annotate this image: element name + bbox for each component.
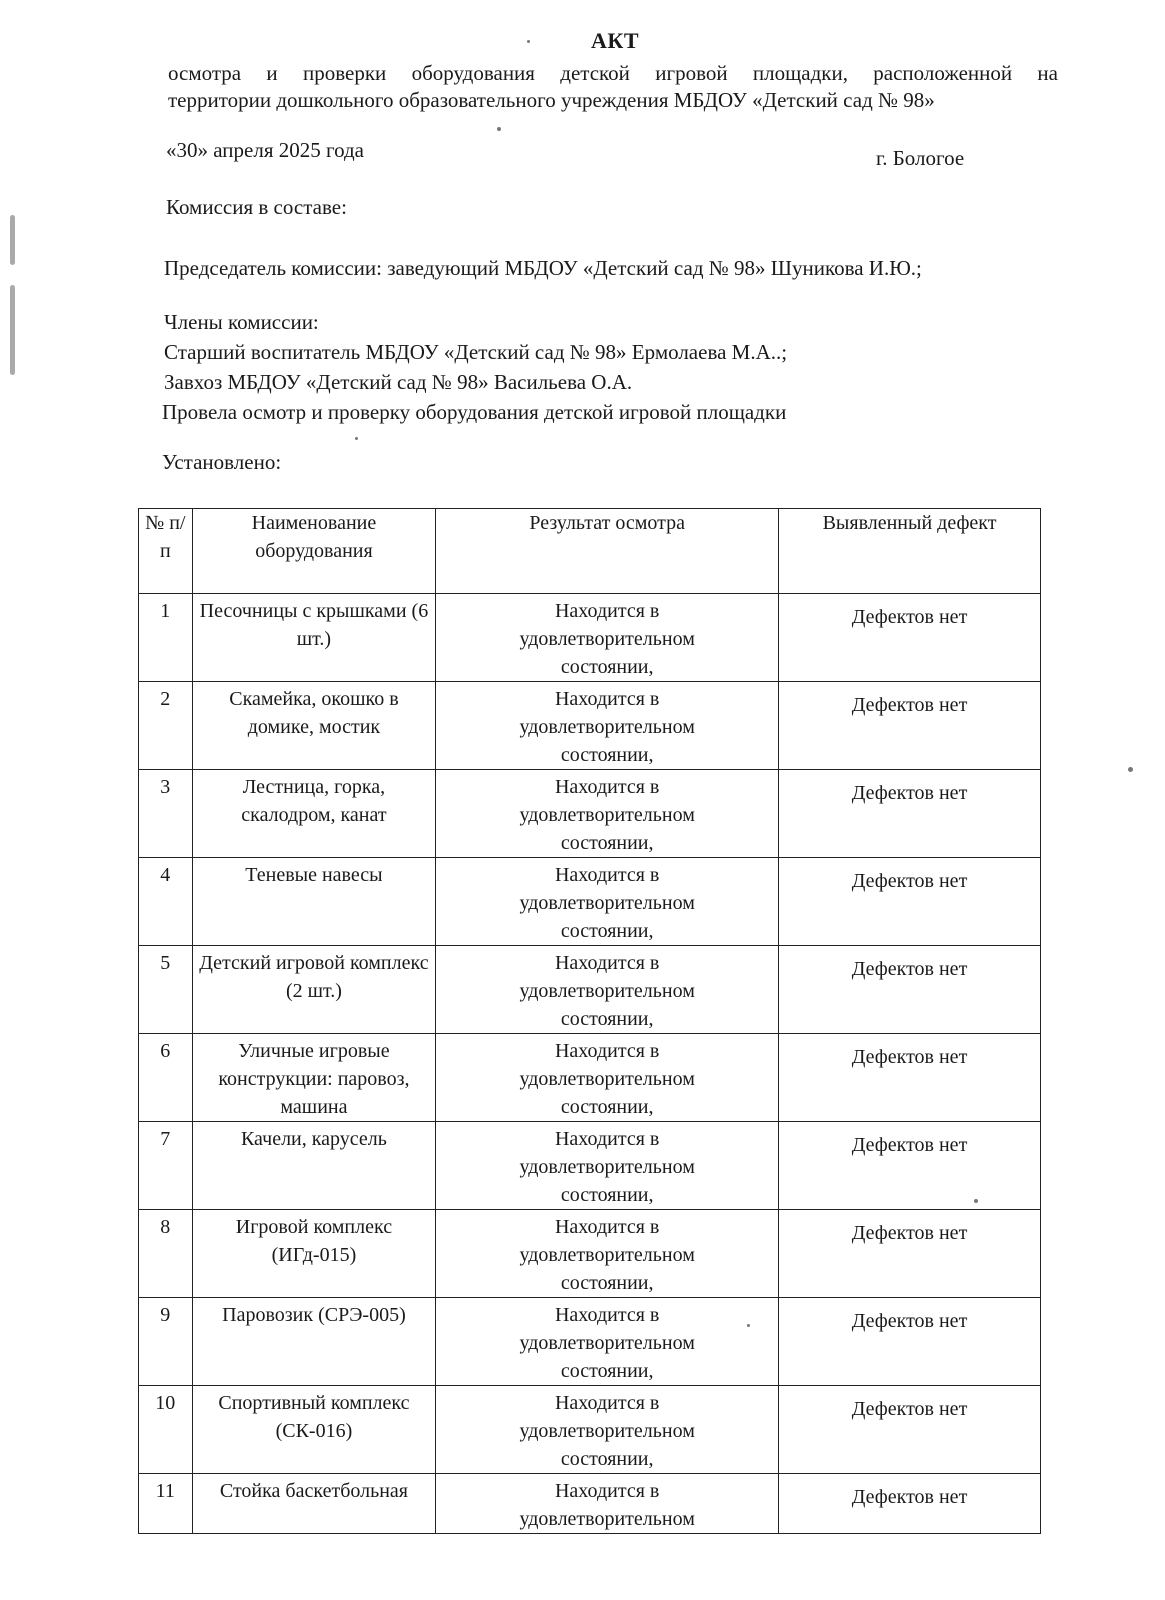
cell-result-text: Находится в удовлетворительном состоянии, [519, 1216, 695, 1294]
cell-name [192, 1386, 436, 1474]
scan-speck [497, 127, 501, 131]
established-label: Установлено: [162, 450, 282, 474]
cell-name-text: Песочницы с крышками (6 шт.) [199, 600, 429, 650]
cell-result [436, 946, 779, 1034]
cell-defect [779, 858, 1041, 946]
cell-result [436, 1210, 779, 1298]
table-row [139, 1386, 1041, 1474]
cell-result-text: Находится в удовлетворительном состоянии, [519, 600, 695, 678]
cell-defect-text: Дефектов нет [851, 1134, 968, 1156]
cell-defect [779, 682, 1041, 770]
scan-edge-mark [10, 215, 15, 265]
cell-num-text: 1 [160, 600, 171, 622]
cell-defect-text: Дефектов нет [851, 1310, 968, 1332]
cell-num-text: 11 [155, 1480, 175, 1502]
cell-num [139, 594, 193, 682]
cell-result-text: Находится в удовлетворительном состоянии, [519, 776, 695, 854]
cell-num [139, 1122, 193, 1210]
header-result: Результат осмотра [436, 509, 779, 594]
cell-name [192, 1474, 436, 1534]
table-row [139, 770, 1041, 858]
cell-num-text: 9 [160, 1304, 171, 1326]
cell-defect [779, 1474, 1041, 1534]
scan-speck [355, 437, 358, 440]
table-row [139, 682, 1041, 770]
cell-defect [779, 946, 1041, 1034]
table-row [139, 946, 1041, 1034]
cell-result [436, 858, 779, 946]
cell-defect [779, 1298, 1041, 1386]
table-row [139, 1210, 1041, 1298]
scan-edge-mark [10, 285, 15, 375]
cell-defect-text: Дефектов нет [851, 1398, 968, 1420]
cell-result-text: Находится в удовлетворительном состоянии, [519, 1304, 695, 1382]
cell-name-text: Стойка баскетбольная [219, 1480, 408, 1502]
cell-result-text: Находится в удовлетворительном состоянии, [519, 688, 695, 766]
cell-name [192, 682, 436, 770]
cell-num [139, 1386, 193, 1474]
cell-result-text: Находится в удовлетворительном состоянии, [519, 952, 695, 1030]
cell-num-text: 8 [160, 1216, 171, 1238]
document-date: «30» апреля 2025 года [166, 138, 364, 162]
cell-name-text: Игровой комплекс (ИГд-015) [235, 1216, 393, 1266]
document-city: г. Бологое [876, 146, 965, 170]
cell-name-text: Теневые навесы [245, 864, 383, 886]
cell-num [139, 858, 193, 946]
table-body [139, 594, 1041, 1534]
cell-num-text: 6 [160, 1040, 171, 1062]
cell-name-text: Уличные игровые конструкции: паровоз, машина [218, 1040, 410, 1118]
cell-num-text: 10 [155, 1392, 176, 1414]
document-subtitle [168, 60, 1058, 114]
cell-num-text: 7 [160, 1128, 171, 1150]
scan-speck [527, 40, 530, 43]
commission-member-2: Завхоз МБДОУ «Детский сад № 98» Васильева О.А. [164, 370, 633, 394]
cell-result-text: Находится в удовлетворительном состоянии, [519, 1040, 695, 1118]
subtitle-line-1: осмотра и проверки оборудования детской игровой площадки, расположенной на [168, 61, 1058, 85]
table-header-row [139, 509, 1041, 594]
cell-name [192, 1210, 436, 1298]
cell-name [192, 858, 436, 946]
commission-label: Комиссия в составе: [166, 195, 347, 219]
cell-defect [779, 1210, 1041, 1298]
cell-name-text: Паровозик (СРЭ-005) [222, 1304, 406, 1326]
cell-result [436, 1034, 779, 1122]
cell-defect [779, 1386, 1041, 1474]
cell-num-text: 3 [160, 776, 171, 798]
cell-result [436, 1386, 779, 1474]
cell-result [436, 1122, 779, 1210]
table-row [139, 858, 1041, 946]
cell-num [139, 1474, 193, 1534]
cell-num [139, 946, 193, 1034]
table-row [139, 1034, 1041, 1122]
cell-num-text: 4 [160, 864, 171, 886]
cell-num-text: 5 [160, 952, 171, 974]
cell-result-text: Находится в удовлетворительном состоянии, [519, 1392, 695, 1470]
cell-result [436, 1474, 779, 1534]
cell-defect [779, 1034, 1041, 1122]
inspection-statement: Провела осмотр и проверку оборудования детской игровой площадки [162, 400, 787, 424]
cell-name-text: Спортивный комплекс (СК-016) [218, 1392, 410, 1442]
header-name: Наименование оборудования [192, 509, 436, 594]
header-defect: Выявленный дефект [779, 509, 1041, 594]
commission-chair: Председатель комиссии: заведующий МБДОУ «Детский сад № 98» Шуникова И.Ю.; [164, 256, 922, 280]
scan-speck [747, 1324, 750, 1327]
cell-defect-text: Дефектов нет [851, 958, 968, 980]
commission-member-1: Старший воспитатель МБДОУ «Детский сад № 98» Ермолаева М.А..; [164, 340, 788, 364]
cell-name-text: Скамейка, окошко в домике, мостик [229, 688, 399, 738]
cell-num [139, 770, 193, 858]
cell-defect-text: Дефектов нет [851, 606, 968, 628]
cell-defect-text: Дефектов нет [851, 1222, 968, 1244]
cell-name [192, 594, 436, 682]
cell-defect [779, 770, 1041, 858]
cell-name-text: Лестница, горка, скалодром, канат [241, 776, 387, 826]
subtitle-line-2: территории дошкольного образовательного учреждения МБДОУ «Детский сад № 98» [168, 88, 935, 112]
cell-result [436, 1298, 779, 1386]
cell-name [192, 946, 436, 1034]
document-title: АКТ [590, 28, 639, 53]
cell-defect-text: Дефектов нет [851, 1046, 968, 1068]
cell-result [436, 770, 779, 858]
cell-result-text: Находится в удовлетворительном [519, 1480, 695, 1530]
cell-name-text: Детский игровой комплекс (2 шт.) [199, 952, 429, 1002]
cell-defect [779, 594, 1041, 682]
table-row [139, 1122, 1041, 1210]
cell-result-text: Находится в удовлетворительном состоянии, [519, 1128, 695, 1206]
members-label: Члены комиссии: [164, 310, 319, 334]
table-row [139, 1474, 1041, 1534]
cell-name [192, 1298, 436, 1386]
cell-num [139, 1034, 193, 1122]
cell-result-text: Находится в удовлетворительном состоянии, [519, 864, 695, 942]
scan-speck [974, 1199, 978, 1203]
table-row [139, 594, 1041, 682]
cell-name-text: Качели, карусель [240, 1128, 387, 1150]
table-row [139, 1298, 1041, 1386]
cell-defect-text: Дефектов нет [851, 1486, 968, 1508]
cell-num [139, 1210, 193, 1298]
cell-defect [779, 1122, 1041, 1210]
cell-result [436, 682, 779, 770]
cell-name [192, 1122, 436, 1210]
inspection-table [138, 508, 1041, 1534]
cell-name [192, 770, 436, 858]
scan-speck [1128, 767, 1133, 772]
cell-num-text: 2 [160, 688, 171, 710]
cell-result [436, 594, 779, 682]
cell-defect-text: Дефектов нет [851, 694, 968, 716]
cell-defect-text: Дефектов нет [851, 870, 968, 892]
cell-name [192, 1034, 436, 1122]
cell-num [139, 682, 193, 770]
header-num: № п/п [139, 509, 193, 594]
cell-num [139, 1298, 193, 1386]
cell-defect-text: Дефектов нет [851, 782, 968, 804]
